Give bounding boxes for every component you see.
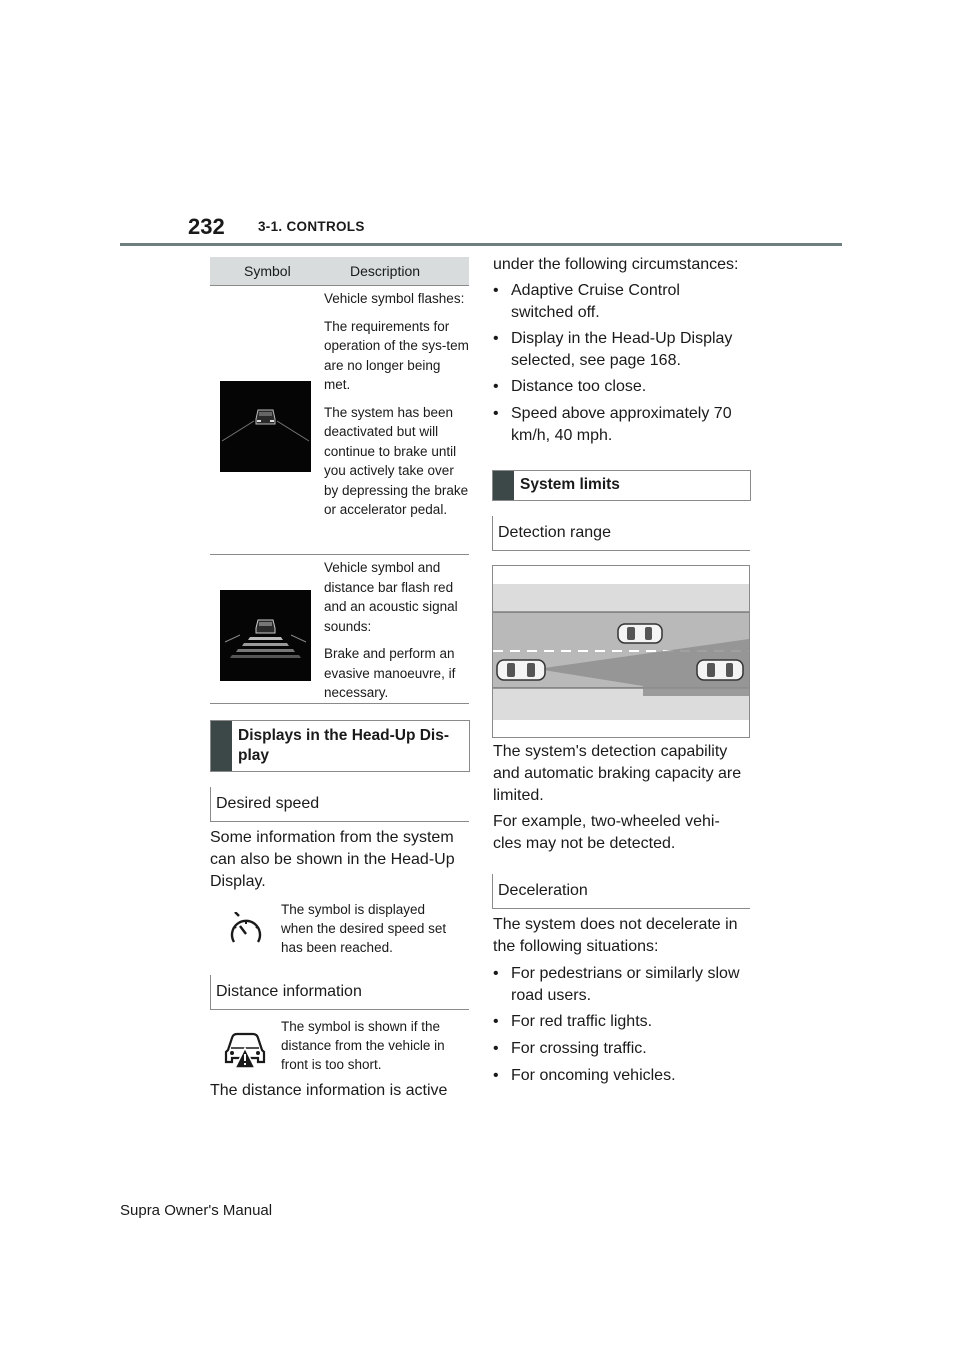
- bullet-text: km/h, 40 mph.: [511, 427, 613, 444]
- bullet-dot: •: [493, 1067, 499, 1084]
- bullet-text: Display in the Head-Up Display: [511, 330, 733, 347]
- detect-line: and automatic braking capacity are: [493, 765, 742, 782]
- system-limits-header: [492, 470, 751, 501]
- page-number: 232: [188, 214, 225, 239]
- row2-text-2: Brake and perform an evasive manoeuvre, if necessary.: [324, 646, 456, 700]
- bullet-dot: •: [493, 1040, 499, 1057]
- distance-info-heading: [210, 975, 469, 1010]
- box-line: [492, 874, 493, 908]
- speed-desc-1: The symbol is displayed: [281, 902, 426, 917]
- box-line: [210, 787, 211, 821]
- intro-line-1: Some information from the system: [210, 829, 454, 846]
- decel-line: the following situations:: [493, 938, 659, 955]
- row1-text-2: The requirements for operation of the sys-tem are no longer being met.: [324, 318, 469, 392]
- row-divider: [210, 554, 469, 555]
- circumstances-text: under the following circumstances:: [493, 256, 739, 273]
- car-front: [618, 624, 662, 643]
- bullet-text: road users.: [511, 987, 592, 1004]
- speed-description: [281, 900, 446, 957]
- car-warning-icon: [222, 1028, 268, 1070]
- distance-warning-image: [220, 590, 311, 681]
- row1-text-3: The system has been deactivated but will continue to brake until you actively take over by depressing the brake or accelerator pedal.: [324, 404, 469, 517]
- vehicle-icon: [220, 381, 311, 472]
- desired-speed-heading: [210, 787, 469, 822]
- system-limits-title: System limits: [520, 476, 620, 493]
- bullet-dot: •: [493, 1013, 499, 1030]
- bullet-item: [493, 403, 753, 447]
- col-symbol: Symbol: [244, 263, 291, 279]
- row1-text-1: Vehicle symbol flashes:: [324, 291, 465, 306]
- bullet-dot: •: [493, 330, 499, 347]
- bullet-text: For oncoming vehicles.: [511, 1067, 676, 1084]
- bullet-item: [493, 328, 753, 372]
- decel-line: The system does not decelerate in: [493, 916, 738, 933]
- bullet-item: [493, 1011, 753, 1033]
- speed-desc-2: when the desired speed set: [281, 921, 447, 936]
- bullet-text: For red traffic lights.: [511, 1013, 653, 1030]
- box-line: [210, 975, 211, 1009]
- section-bar: [493, 471, 514, 500]
- hud-title-2: play: [238, 747, 270, 764]
- bullet-item: [493, 1038, 753, 1060]
- bullet-text: switched off.: [511, 304, 600, 321]
- intro-line-2: can also be shown in the Head-Up: [210, 851, 455, 868]
- detection-range-diagram: [492, 565, 750, 738]
- bullet-item: [493, 1065, 753, 1087]
- bullet-text: For crossing traffic.: [511, 1040, 647, 1057]
- desired-speed-label: Desired speed: [216, 795, 320, 812]
- row2-description: [324, 558, 469, 711]
- distance-bar-icon: [220, 590, 311, 681]
- distance-info-label: Distance information: [216, 983, 362, 1000]
- table-bottom-rule: [210, 703, 469, 704]
- distance-active-text: The distance information is active: [210, 1082, 448, 1099]
- bullet-item: [493, 280, 753, 324]
- bullet-dot: •: [493, 405, 499, 422]
- table-header: [210, 257, 469, 286]
- car-own: [497, 660, 545, 680]
- detection-range-label: Detection range: [498, 524, 611, 541]
- speed-desc-3: has been reached.: [281, 940, 393, 955]
- detection-paragraph-1: [493, 741, 741, 807]
- detect-line: The system's detection capability: [493, 743, 728, 760]
- header-rule: [120, 243, 842, 246]
- detect-line: limited.: [493, 787, 544, 804]
- bullet-text: Distance too close.: [511, 378, 647, 395]
- col-description: Description: [350, 263, 421, 279]
- detection-paragraph-2: [493, 811, 720, 855]
- speedometer-icon: [226, 912, 266, 952]
- bullet-text: For pedestrians or similarly slow: [511, 965, 740, 982]
- deceleration-paragraph: [493, 914, 738, 958]
- detection-range-heading: [492, 516, 750, 551]
- bullet-dot: •: [493, 965, 499, 982]
- bullet-dot: •: [493, 378, 499, 395]
- deceleration-heading: [492, 874, 750, 909]
- bullet-text: Speed above approximately 70: [511, 405, 732, 422]
- chapter-title: 3-1. CONTROLS: [258, 219, 365, 234]
- bullet-dot: •: [493, 282, 499, 299]
- section-bar: [211, 721, 232, 771]
- detect-line: For example, two-wheeled vehi-: [493, 813, 720, 830]
- bullet-item: [493, 963, 753, 1007]
- dist-desc-2: distance from the vehicle in: [281, 1038, 445, 1053]
- vehicle-flash-image: [220, 381, 311, 472]
- dist-desc-3: front is too short.: [281, 1057, 382, 1072]
- dist-desc-1: The symbol is shown if the: [281, 1019, 441, 1034]
- bullet-text: selected, see page 168.: [511, 352, 681, 369]
- road-diagram: [493, 566, 749, 737]
- intro-line-3: Display.: [210, 873, 266, 890]
- row2-text-1: Vehicle symbol and distance bar flash red and an acoustic signal sounds:: [324, 560, 458, 634]
- hud-intro: [210, 827, 455, 893]
- deceleration-label: Deceleration: [498, 882, 588, 899]
- hud-title-1: Displays in the Head-Up Dis-: [238, 727, 450, 744]
- distance-description: [281, 1017, 445, 1074]
- detect-line: cles may not be detected.: [493, 835, 676, 852]
- car-right: [697, 660, 743, 680]
- box-line: [492, 516, 493, 550]
- row1-description: [324, 289, 469, 528]
- footer-manual-name: Supra Owner's Manual: [120, 1202, 273, 1219]
- hud-section-header: [210, 720, 470, 772]
- bullet-item: [493, 376, 753, 398]
- bullet-text: Adaptive Cruise Control: [511, 282, 680, 299]
